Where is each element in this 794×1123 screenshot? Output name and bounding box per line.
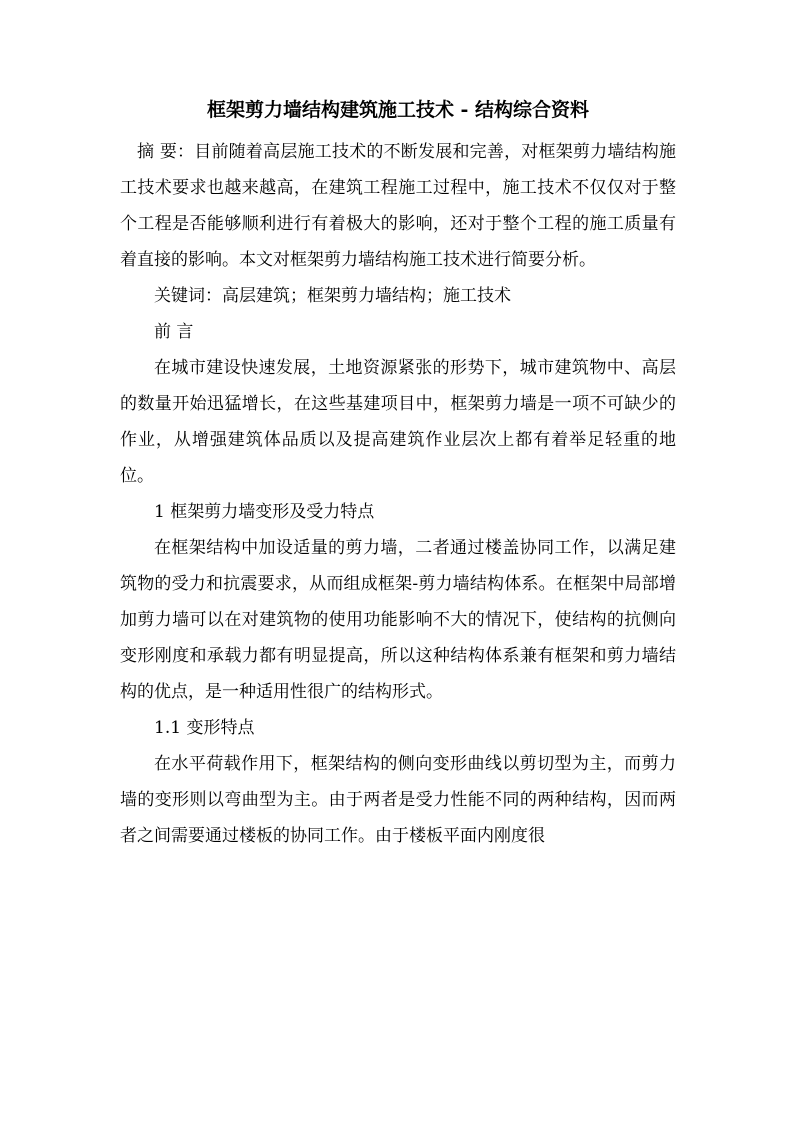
keywords-line: 关键词：高层建筑；框架剪力墙结构；施工技术 [154,286,511,306]
section-1-heading: 1 框架剪力墙变形及受力特点 [154,502,375,522]
abstract-paragraph: 摘 要：目前随着高层施工技术的不断发展和完善，对框架剪力墙结构施工技术要求也越来越高，在建筑工程施工过程中，施工技术不仅仅对于整个工程是否能够顺利进行有着极大的影响，还对于整个工程的施工质量有着直接的影响。本文对框架剪力墙结构施工技术进行简要分析。 [120,142,676,270]
document-title: 框架剪力墙结构建筑施工技术 - 结构综合资料 [206,99,590,121]
section-1-paragraph: 在框架结构中加设适量的剪力墙，二者通过楼盖协同工作，以满足建筑物的受力和抗震要求，从而组成框架-剪力墙结构体系。在框架中局部增加剪力墙可以在对建筑物的使用功能影响不大的情况下，使结构的抗侧向变形刚度和承载力都有明显提高，所以这种结构体系兼有框架和剪力墙结构的优点，是一种适用性很广的结构形式。 [120,538,676,702]
section-1-1-heading: 1.1 变形特点 [154,718,255,738]
document-page [120,96,676,854]
section-1-1-paragraph: 在水平荷载作用下，框架结构的侧向变形曲线以剪切型为主，而剪力墙的变形则以弯曲型为主。由于两者是受力性能不同的两种结构，因而两者之间需要通过楼板的协同工作。由于楼板平面内刚度很 [120,754,676,846]
preface-paragraph: 在城市建设快速发展，土地资源紧张的形势下，城市建筑物中、高层的数量开始迅猛增长，在这些基建项目中，框架剪力墙是一项不可缺少的作业，从增强建筑体品质以及提高建筑作业层次上都有着举足轻重的地位。 [120,358,676,486]
preface-heading: 前 言 [154,322,194,342]
